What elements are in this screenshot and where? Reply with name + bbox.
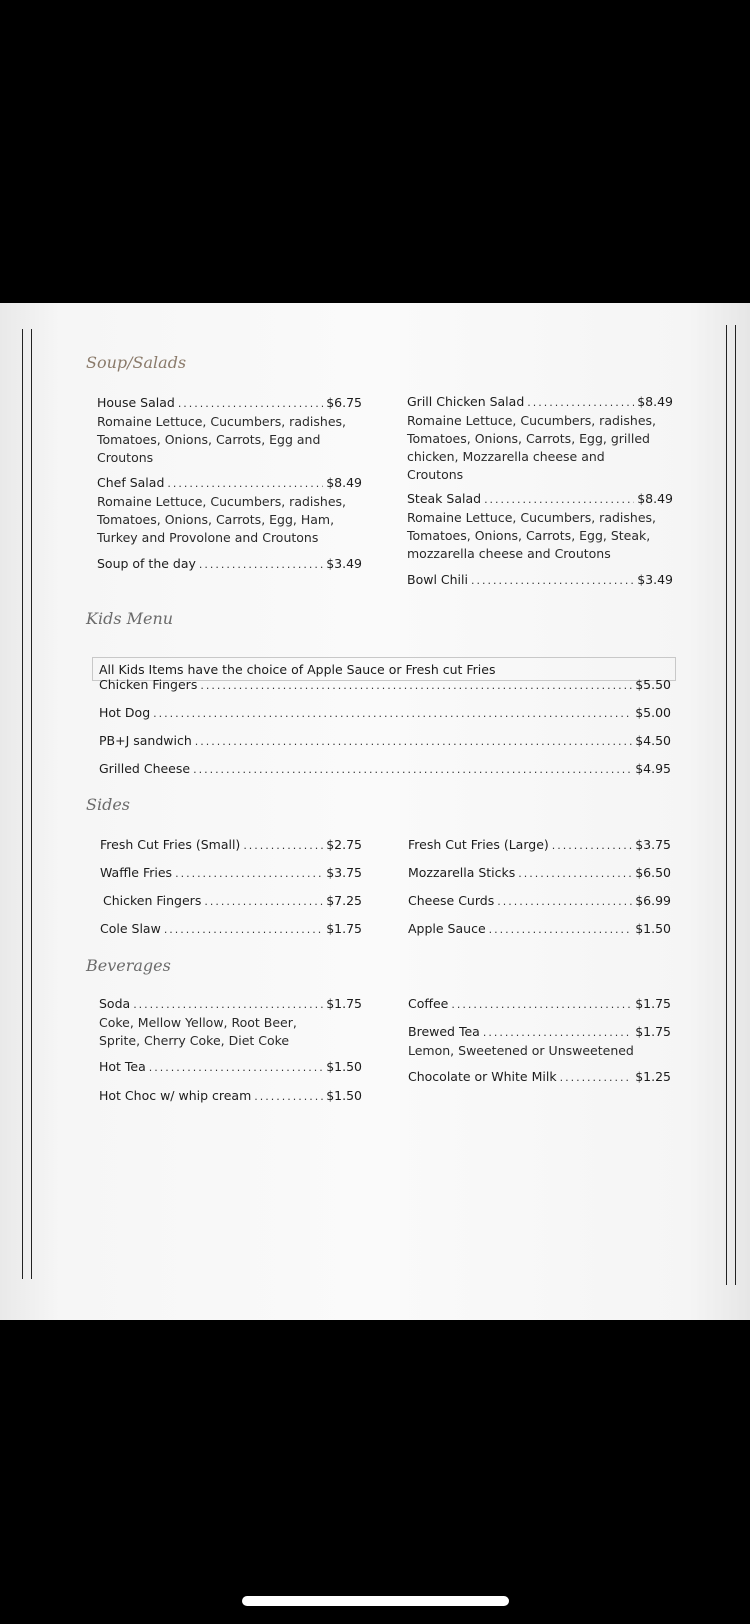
menu-item-side [408,921,671,936]
item-price: $7.25 [326,893,362,908]
item-name: Chicken Fingers [99,677,198,692]
item-name: Grilled Cheese [99,761,191,776]
menu-item-side [100,865,362,880]
item-description: Coke, Mellow Yellow, Root Beer, Sprite, Cherry Coke, Diet Coke [99,1015,297,1048]
item-price: $1.75 [635,1024,671,1039]
item-price: $6.99 [635,893,671,908]
menu-item-grill-chicken-salad [407,394,673,409]
item-price: $3.49 [326,556,362,571]
menu-item-side [100,921,362,936]
item-name: Hot Dog [99,705,151,720]
menu-photo [0,303,750,1320]
menu-item-side [408,837,671,852]
item-price: $3.49 [637,572,673,587]
right-border-rule [726,325,736,1285]
dot-leader [254,1090,323,1103]
item-price: $1.50 [635,921,671,936]
item-price: $1.25 [635,1069,671,1084]
item-name: Cole Slaw [100,921,161,936]
dot-leader [153,707,632,720]
item-name: Chef Salad [97,475,165,490]
dot-leader [560,1071,633,1084]
item-name: Hot Tea [99,1059,146,1074]
menu-item-kids [99,761,671,776]
menu-item-side [100,837,362,852]
item-description: Romaine Lettuce, Cucumbers, radishes, Tomatoes, Onions, Carrots, Egg and Croutons [97,414,346,465]
dot-leader [243,839,323,852]
item-price: $8.49 [326,475,362,490]
dot-leader [489,923,633,936]
item-price: $8.49 [637,394,673,409]
menu-item-kids [99,733,671,748]
menu-item-house-salad [97,395,362,410]
section-title-sides: Sides [86,795,130,814]
menu-item-milk [408,1069,671,1084]
dot-leader [167,477,323,490]
item-price: $5.00 [635,705,671,720]
item-name: Hot Choc w/ whip cream [99,1088,252,1103]
menu-item-soda [99,996,362,1011]
menu-item-steak-salad [407,491,673,506]
dot-leader [164,923,323,936]
item-price: $1.50 [326,1088,362,1103]
dot-leader [204,895,323,908]
dot-leader [552,839,632,852]
item-name: Chocolate or White Milk [408,1069,557,1084]
menu-item-chef-salad [97,475,362,490]
item-name: Cheese Curds [408,893,495,908]
menu-item-side [408,893,671,908]
menu-item-side [408,865,671,880]
dot-leader [178,397,323,410]
kids-note-box: All Kids Items have the choice of Apple Sauce or Fresh cut Fries [92,657,676,681]
item-price: $6.50 [635,865,671,880]
item-price: $1.75 [326,996,362,1011]
menu-item-soup-of-day [97,556,362,571]
item-name: Waffle Fries [100,865,173,880]
item-name: House Salad [97,395,175,410]
menu-item-coffee [408,996,671,1011]
item-description: Lemon, Sweetened or Unsweetened [408,1043,634,1058]
dot-leader [193,763,632,776]
dot-leader [175,867,323,880]
item-price: $5.50 [635,677,671,692]
item-description: Romaine Lettuce, Cucumbers, radishes, Tomatoes, Onions, Carrots, Egg, Ham, Turkey and Provolone and Croutons [97,494,346,545]
item-name: PB+J sandwich [99,733,192,748]
dot-leader [483,1026,632,1039]
item-name: Brewed Tea [408,1024,480,1039]
item-name: Soda [99,996,131,1011]
section-title-kids-menu: Kids Menu [86,609,174,628]
dot-leader [527,396,634,409]
section-title-beverages: Beverages [86,956,171,975]
item-description: Romaine Lettuce, Cucumbers, radishes, Tomatoes, Onions, Carrots, Egg, grilled chicken, Mozzarella cheese and Croutons [407,413,656,482]
item-description: Romaine Lettuce, Cucumbers, radishes, Tomatoes, Onions, Carrots, Egg, Steak, mozzarella cheese and Croutons [407,510,656,561]
menu-item-kids [99,677,671,692]
menu-item-hot-tea [99,1059,362,1074]
item-name: Bowl Chili [407,572,468,587]
dot-leader [199,558,323,571]
dot-leader [149,1061,323,1074]
dot-leader [195,735,632,748]
item-name: Mozzarella Sticks [408,865,516,880]
item-price: $3.75 [635,837,671,852]
menu-item-kids [99,705,671,720]
item-name: Steak Salad [407,491,482,506]
menu-item-bowl-chili [407,572,673,587]
item-price: $8.49 [637,491,673,506]
item-price: $1.50 [326,1059,362,1074]
item-name: Fresh Cut Fries (Large) [408,837,549,852]
menu-item-side [103,893,362,908]
left-border-rule [22,329,32,1279]
item-name: Grill Chicken Salad [407,394,525,409]
item-name: Coffee [408,996,449,1011]
item-name: Soup of the day [97,556,196,571]
dot-leader [451,998,632,1011]
item-price: $6.75 [326,395,362,410]
item-price: $1.75 [635,996,671,1011]
menu-item-brewed-tea [408,1024,671,1039]
item-name: Apple Sauce [408,921,486,936]
dot-leader [497,895,632,908]
dot-leader [518,867,632,880]
item-price: $1.75 [326,921,362,936]
dot-leader [133,998,323,1011]
menu-item-hot-choc [99,1088,362,1103]
item-name: Fresh Cut Fries (Small) [100,837,241,852]
dot-leader [200,679,632,692]
item-price: $2.75 [326,837,362,852]
item-name: Chicken Fingers [103,893,202,908]
item-price: $4.50 [635,733,671,748]
home-indicator[interactable] [242,1596,509,1606]
item-price: $4.95 [635,761,671,776]
dot-leader [471,574,634,587]
section-title-soup-salads: Soup/Salads [86,353,187,372]
item-price: $3.75 [326,865,362,880]
dot-leader [484,493,634,506]
